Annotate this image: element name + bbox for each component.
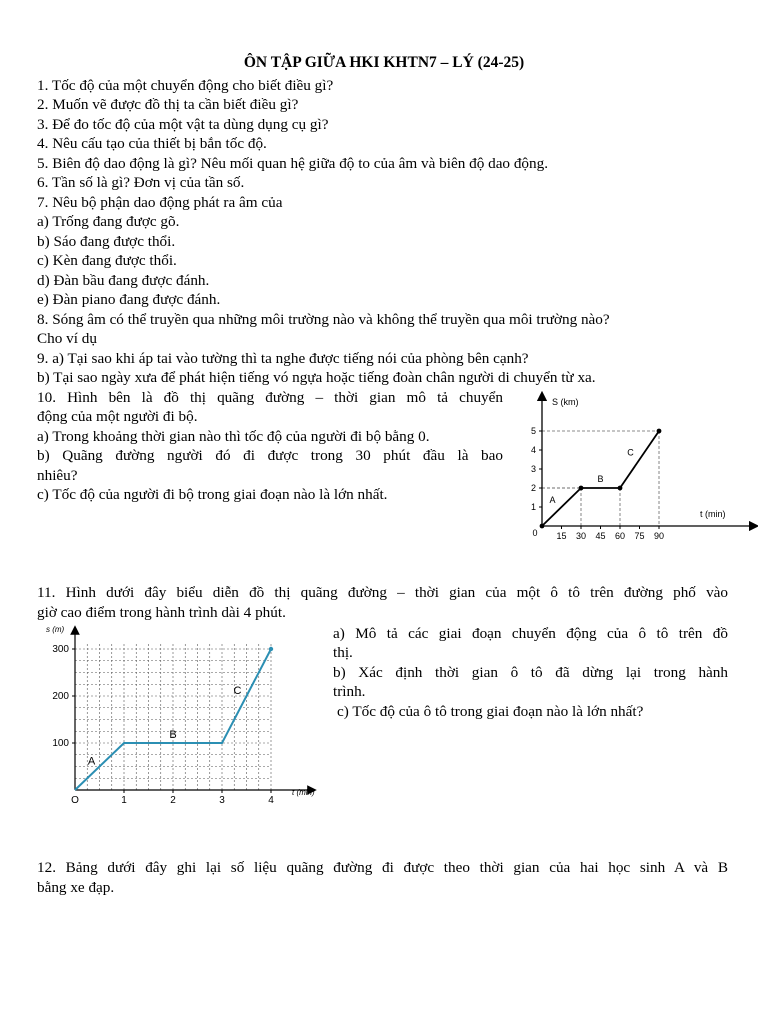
question-11-line: giờ cao điểm trong hành trình dài 4 phút. — [37, 604, 286, 621]
chart2-y-tick-label: 100 — [52, 738, 69, 749]
chart1-y-label: S (km) — [552, 397, 579, 407]
chart1-y-tick-label: 3 — [530, 464, 536, 474]
question-6: 6. Tần số là gì? Đơn vị của tần số. — [37, 174, 245, 191]
chart2-x-tick-label: 4 — [268, 795, 274, 806]
question-9a: 9. a) Tại sao khi áp tai vào tường thì ta nghe được tiếng nói của phòng bên cạnh? — [37, 350, 529, 367]
chart2-x-tick-label: 1 — [121, 795, 127, 806]
question-7d: d) Đàn bầu đang được đánh. — [37, 272, 210, 289]
question-1: 1. Tốc độ của một chuyển động cho biết điều gì? — [37, 77, 334, 94]
question-7b: b) Sáo đang được thổi. — [37, 233, 176, 250]
question-4: 4. Nêu cấu tạo của thiết bị bắn tốc độ. — [37, 135, 267, 152]
question-3: 3. Để đo tốc độ của một vật ta dùng dụng cụ gì? — [37, 116, 329, 133]
chart1-x-tick-label: 30 — [575, 531, 587, 541]
question-7: 7. Nêu bộ phận dao động phát ra âm của — [37, 194, 283, 211]
chart-walker-distance-time — [520, 388, 758, 550]
question-11c: c) Tốc độ của ô tô trong giai đoạn nào là lớn nhất? — [337, 703, 644, 720]
question-7c: c) Kèn đang được thổi. — [37, 252, 177, 269]
question-10a: a) Trong khoảng thời gian nào thì tốc độ của người đi bộ bằng 0. — [37, 428, 430, 445]
question-9b: b) Tại sao ngày xưa để phát hiện tiếng vó ngựa hoặc tiếng đoàn chân người di chuyển từ xa. — [37, 369, 596, 386]
chart2-x-label: t (min) — [292, 788, 315, 797]
question-8-cont: Cho ví dụ — [37, 330, 97, 347]
chart2-x-tick-label: 2 — [170, 795, 176, 806]
question-10c: c) Tốc độ của người đi bộ trong giai đoạn nào là lớn nhất. — [37, 486, 388, 503]
chart-car-distance-time — [40, 622, 325, 812]
chart1-segment-label: A — [549, 495, 556, 505]
question-10-line: động của một người đi bộ. — [37, 408, 198, 425]
question-12-line: 12. Bảng dưới đây ghi lại số liệu quãng đường đi được theo thời gian của hai học sinh A và B — [37, 859, 728, 876]
question-12-line: bằng xe đạp. — [37, 879, 115, 896]
question-7e: e) Đàn piano đang được đánh. — [37, 291, 221, 308]
question-10-line: 10. Hình bên là đồ thị quãng đường – thời gian mô tả chuyển — [37, 389, 503, 406]
chart1-segment-label: B — [597, 474, 604, 484]
chart2-y-tick-label: 200 — [52, 691, 69, 702]
chart1-x-tick-label: 15 — [556, 531, 567, 541]
question-11-line: 11. Hình dưới đây biểu diễn đồ thị quãng đường – thời gian của một ô tô trên đường phố vào — [37, 584, 728, 601]
question-11b-cont: trình. — [333, 683, 366, 700]
chart1-y-tick-label: 2 — [530, 483, 536, 493]
chart1-x-tick-label: 90 — [653, 531, 665, 541]
chart1-data-point — [579, 486, 584, 491]
chart1-y-tick-label: 5 — [530, 426, 536, 436]
question-11a: a) Mô tả các giai đoạn chuyển động của ô tô trên đồ — [333, 625, 728, 642]
chart1-origin-label: 0 — [532, 528, 538, 538]
chart1-data-point — [618, 486, 623, 491]
question-10b: b) Quãng đường người đó đi được trong 30 phút đầu là bao — [37, 447, 503, 464]
chart2-segment-label: B — [169, 729, 177, 741]
question-11a-cont: thị. — [333, 644, 353, 661]
chart1-x-tick-label: 75 — [634, 531, 645, 541]
question-5: 5. Biên độ dao động là gì? Nêu mối quan hệ giữa độ to của âm và biên độ dao động. — [37, 155, 548, 172]
chart2-end-point — [269, 647, 273, 651]
question-8: 8. Sóng âm có thể truyền qua những môi trường nào và không thể truyền qua môi trường nào? — [37, 311, 610, 328]
chart1-y-tick-label: 1 — [530, 502, 536, 512]
question-10b-cont: nhiêu? — [37, 467, 78, 484]
chart2-y-label: s (m) — [46, 625, 65, 634]
chart1-x-label: t (min) — [700, 509, 726, 519]
question-2: 2. Muốn vẽ được đồ thị ta cần biết điều gì? — [37, 96, 299, 113]
chart1-data-point — [540, 524, 545, 529]
chart2-x-tick-label: 3 — [219, 795, 225, 806]
chart2-segment-label: A — [87, 755, 96, 768]
question-11b: b) Xác định thời gian ô tô đã dừng lại trong hành — [333, 664, 728, 681]
chart1-y-tick-label: 4 — [530, 445, 536, 455]
question-7a: a) Trống đang được gõ. — [37, 213, 180, 230]
page-title: ÔN TẬP GIỮA HKI KHTN7 – LÝ (24-25) — [243, 54, 525, 71]
chart2-grid — [75, 643, 271, 790]
chart2-segment-label: C — [233, 685, 242, 697]
chart1-segment-label: C — [627, 447, 634, 458]
chart1-data-point — [657, 429, 662, 434]
chart1-x-tick-label: 60 — [614, 531, 626, 541]
chart2-origin-label: O — [71, 795, 79, 806]
chart2-y-tick-label: 300 — [52, 644, 69, 655]
chart1-x-tick-label: 45 — [595, 531, 606, 541]
